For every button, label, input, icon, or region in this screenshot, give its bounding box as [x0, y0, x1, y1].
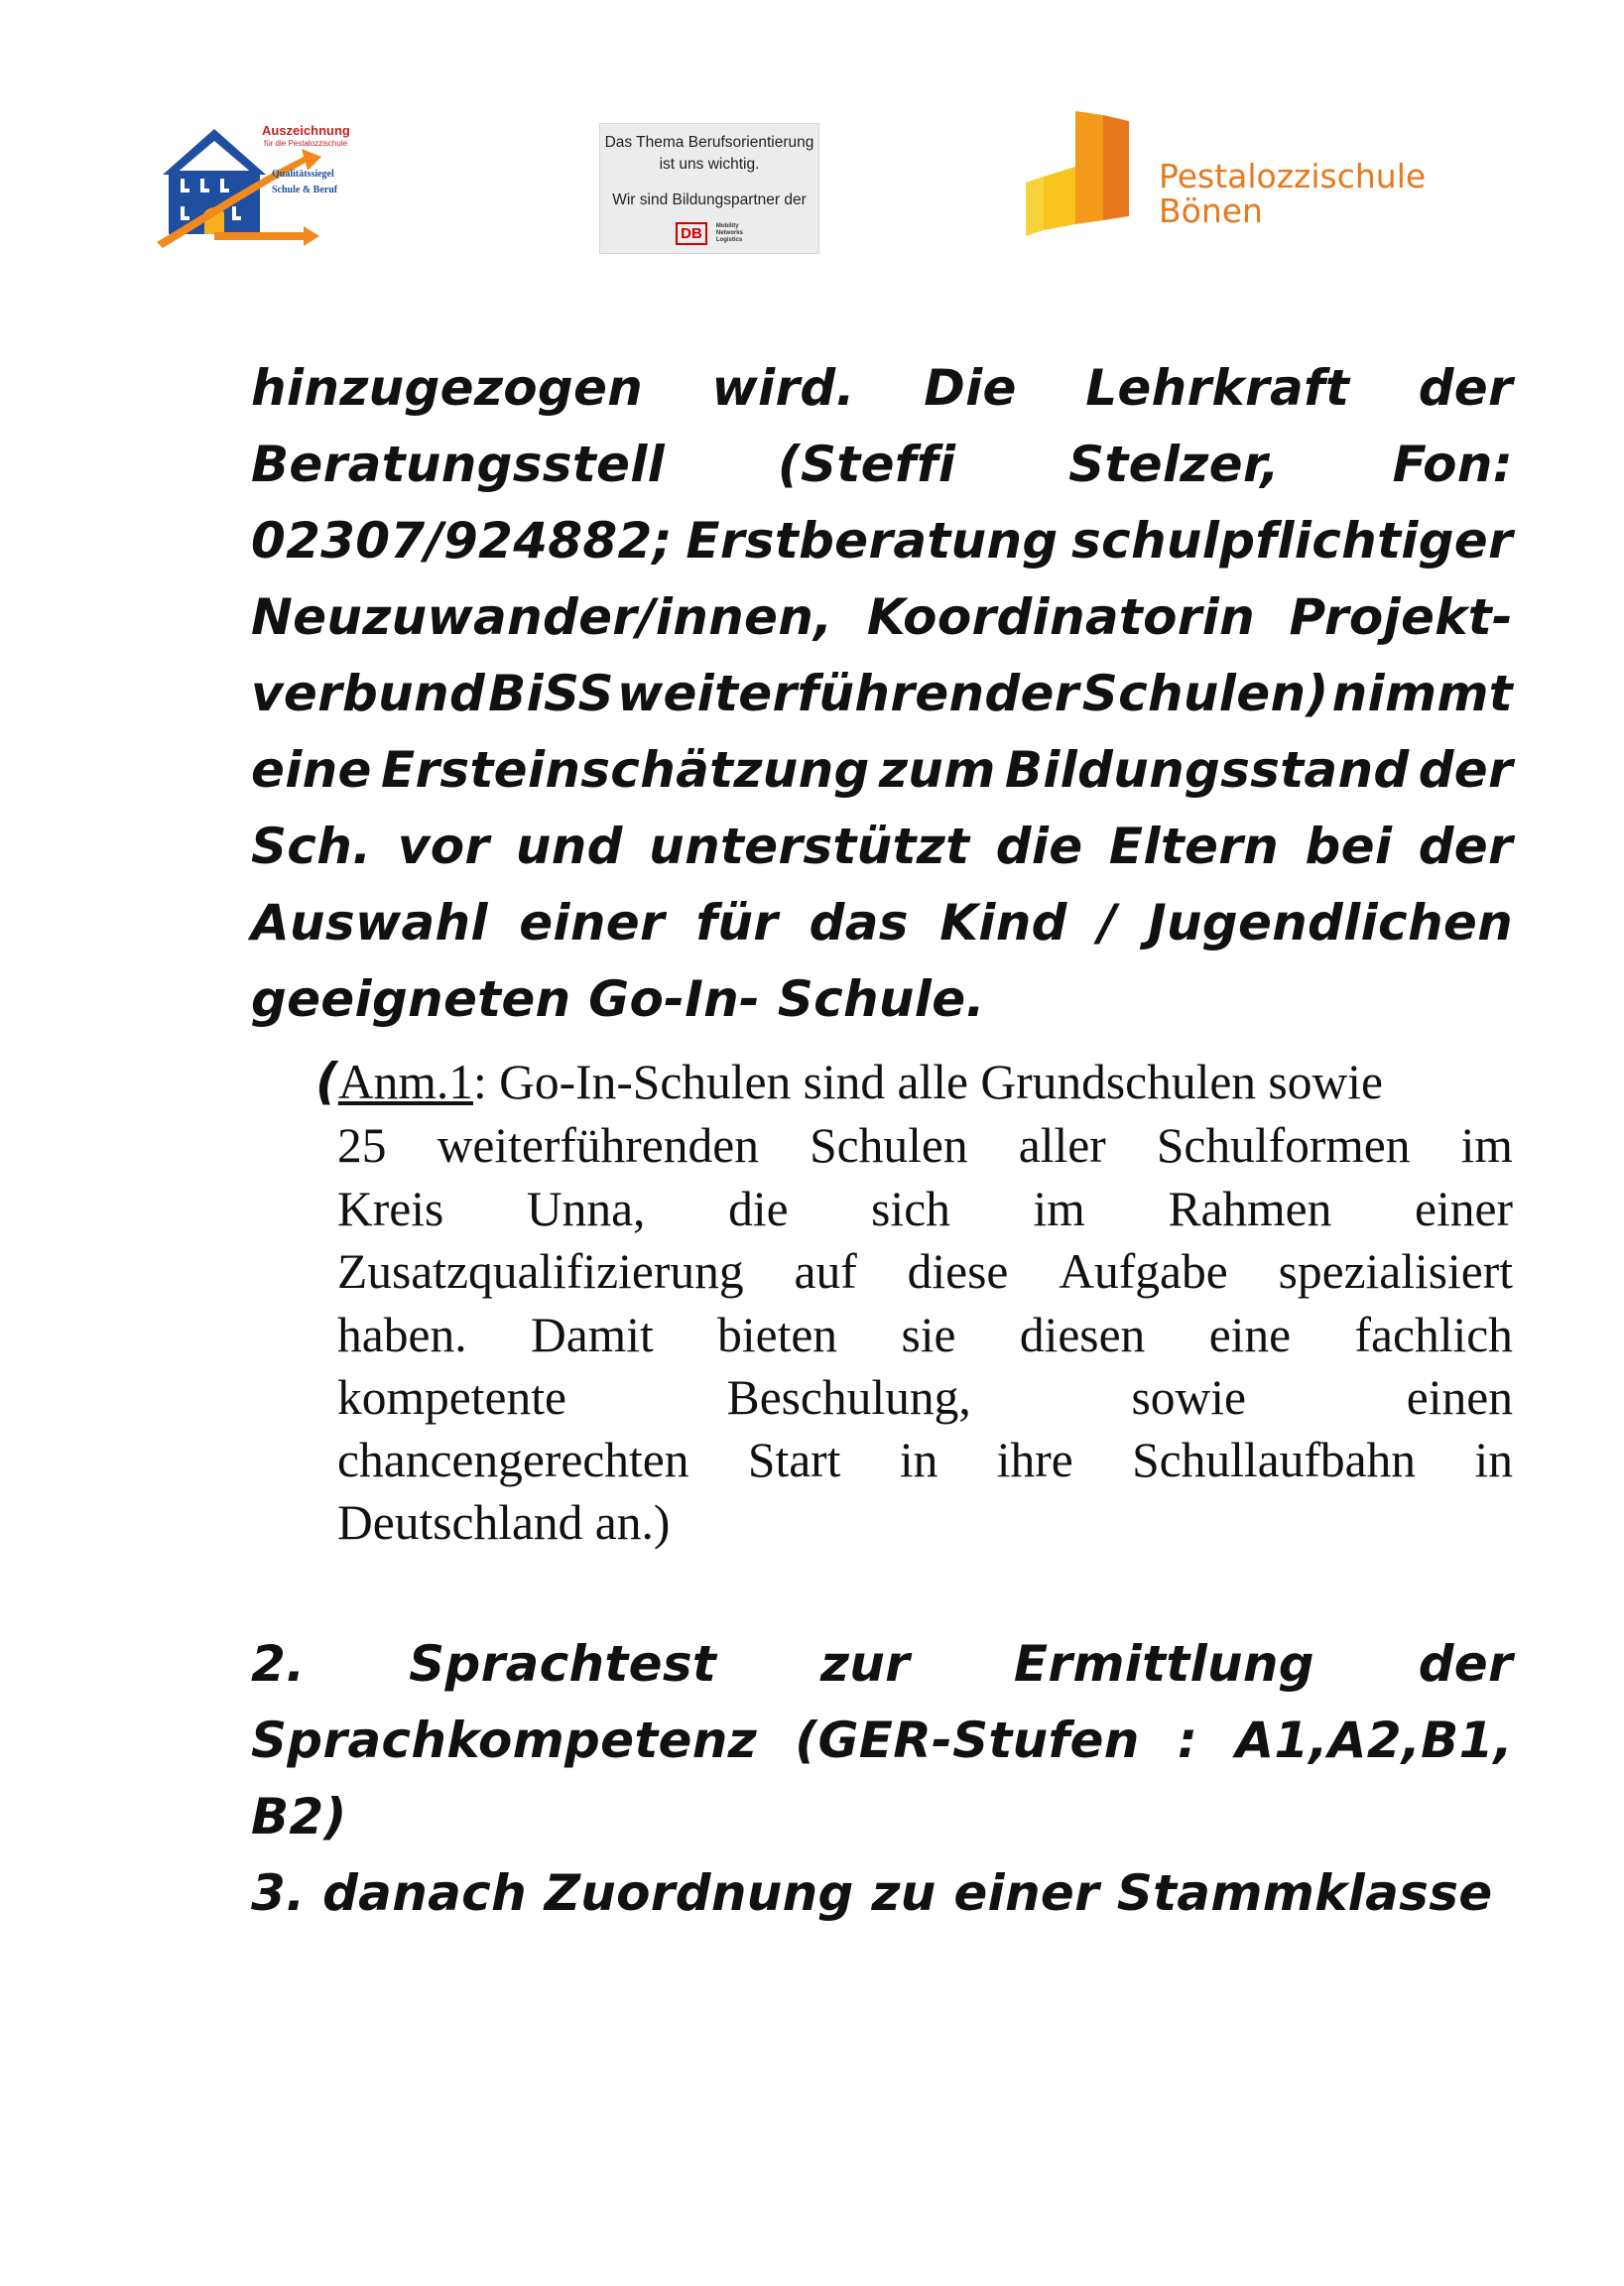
word: BiSS: [488, 665, 614, 722]
award-title-line1: Auszeichnung: [262, 123, 350, 138]
note-line: [337, 1118, 1513, 1174]
word: Schulen): [1081, 665, 1329, 722]
word: nimmt: [1331, 665, 1513, 722]
paragraph1-line: [251, 436, 1513, 493]
note-paren: (: [315, 1053, 338, 1110]
word: in: [1474, 1433, 1513, 1487]
word: Erstberatung: [686, 512, 1059, 570]
word: auf: [794, 1244, 857, 1299]
word: (Steffi: [777, 436, 956, 493]
item3-line: 3. danach Zuordnung zu einer Stammklasse: [251, 1864, 1493, 1922]
word: einen: [1406, 1370, 1513, 1425]
word: im: [1033, 1182, 1085, 1236]
word: einer: [519, 894, 665, 952]
note-first-rest: : Go-In-Schulen sind alle Grundschulen sowie: [472, 1055, 1383, 1109]
note-first-line: [315, 1054, 1513, 1110]
word: kompetente: [337, 1370, 566, 1425]
word: Auswahl: [251, 894, 488, 952]
word: Eltern: [1108, 818, 1280, 875]
word: Rahmen: [1168, 1182, 1332, 1236]
award-logo: [155, 117, 369, 250]
word: Projekt-: [1289, 588, 1513, 646]
db-mark-row: [600, 222, 818, 245]
school-name-line2: Bönen: [1159, 191, 1263, 230]
word: die: [995, 818, 1083, 875]
word: der: [1418, 818, 1513, 875]
word: fachlich: [1354, 1308, 1513, 1362]
note-last-line: Deutschland an.): [337, 1495, 671, 1550]
word: Stelzer,: [1068, 436, 1280, 493]
db-line3: Wir sind Bildungspartner der: [612, 191, 807, 208]
word: für: [695, 894, 779, 952]
word: Schulen: [810, 1118, 968, 1173]
db-line1: Das Thema Berufsorientierung: [604, 134, 814, 151]
item2-last-line: B2): [251, 1788, 347, 1845]
word: /: [1098, 894, 1117, 952]
word: Neuzuwander/innen,: [251, 588, 833, 646]
word: diesen: [1019, 1308, 1146, 1362]
word: Schulformen: [1156, 1118, 1411, 1173]
word: Aufgabe: [1059, 1244, 1228, 1299]
paragraph1-line: [251, 588, 1513, 646]
word: hinzugezogen: [251, 359, 644, 417]
word: bei: [1305, 818, 1393, 875]
db-line2: ist uns wichtig.: [659, 156, 760, 173]
word: im: [1460, 1118, 1513, 1173]
word: vor: [397, 818, 490, 875]
word: schulpflichtiger: [1070, 512, 1513, 570]
paragraph1-line: [251, 741, 1513, 799]
note-label: Anm.1: [337, 1055, 473, 1109]
word: Jugendlichen: [1148, 894, 1513, 952]
db-sublines: [716, 223, 743, 244]
note-line: [337, 1308, 1513, 1363]
word: eine: [1208, 1308, 1292, 1362]
word: der: [1418, 741, 1513, 799]
db-mark: DB: [676, 222, 707, 245]
word: ihre: [996, 1433, 1073, 1487]
word: Damit: [530, 1308, 654, 1362]
word: wird.: [711, 359, 855, 417]
school-name-line1: Pestalozzischule: [1159, 157, 1427, 195]
item2-line: [251, 1635, 1513, 1693]
word: eine: [251, 741, 372, 799]
paragraph1-line: [251, 894, 1513, 952]
word: sowie: [1131, 1370, 1247, 1425]
paragraph1-line: [251, 665, 1513, 722]
word: der: [1418, 1635, 1513, 1693]
db-sub2: Networks: [715, 230, 743, 236]
word: weiterführender: [616, 665, 1079, 722]
word: Bildungsstand: [1004, 741, 1410, 799]
db-partner-logo: [599, 123, 819, 254]
note-line: [337, 1433, 1513, 1488]
word: in: [899, 1433, 938, 1487]
word: zur: [819, 1635, 911, 1693]
word: Sprachkompetenz: [251, 1712, 758, 1769]
word: Ermittlung: [1013, 1635, 1314, 1693]
word: Kreis: [337, 1182, 444, 1236]
word: A1,A2,B1,: [1235, 1712, 1513, 1769]
db-sub1: Mobility: [715, 223, 739, 229]
word: und: [515, 818, 623, 875]
note-line: [337, 1370, 1513, 1426]
word: Koordinatorin: [866, 588, 1256, 646]
word: chancengerechten: [337, 1433, 689, 1487]
word: unterstützt: [649, 818, 970, 875]
word: spezialisiert: [1278, 1244, 1513, 1299]
note-line: [337, 1182, 1513, 1237]
word: 25: [337, 1118, 387, 1173]
paragraph1-line: [251, 359, 1513, 417]
word: bieten: [717, 1308, 838, 1362]
db-sub3: Logistics: [715, 237, 743, 243]
word: 02307/924882;: [251, 512, 673, 570]
paragraph1-line: [251, 512, 1513, 570]
note-line: [337, 1244, 1513, 1300]
word: der: [1418, 359, 1513, 417]
word: Kind: [939, 894, 1067, 952]
word: sie: [901, 1308, 956, 1362]
paragraph1-last-line: geeigneten Go-In- Schule.: [251, 970, 985, 1028]
award-seal-line1: Qualitätssiegel: [272, 169, 334, 180]
word: Lehrkraft: [1085, 359, 1350, 417]
word: verbund: [251, 665, 486, 722]
word: zum: [878, 741, 996, 799]
award-seal-line2: Schule & Beruf: [272, 185, 338, 195]
school-name: [1159, 159, 1426, 228]
word: Schullaufbahn: [1132, 1433, 1417, 1487]
word: Sprachtest: [409, 1635, 717, 1693]
word: Sch.: [251, 818, 372, 875]
word: Unna,: [526, 1182, 646, 1236]
award-title-line2: für die Pestalozzischule: [264, 139, 348, 148]
word: Die: [924, 359, 1017, 417]
word: Fon:: [1392, 436, 1513, 493]
word: weiterführenden: [437, 1118, 759, 1173]
school-building-icon: [1020, 111, 1139, 238]
word: die: [728, 1182, 789, 1236]
word: :: [1177, 1712, 1198, 1769]
word: Beschulung,: [726, 1370, 971, 1425]
word: aller: [1018, 1118, 1106, 1173]
word: das: [809, 894, 909, 952]
word: Zusatzqualifizierung: [337, 1244, 744, 1299]
paragraph1-line: [251, 818, 1513, 875]
item2-line: [251, 1712, 1513, 1769]
word: (GER-Stufen: [795, 1712, 1140, 1769]
word: sich: [871, 1182, 950, 1236]
word: einer: [1415, 1182, 1513, 1236]
word: Beratungsstell: [251, 436, 666, 493]
word: 2.: [251, 1635, 306, 1693]
word: diese: [907, 1244, 1009, 1299]
word: Start: [747, 1433, 841, 1487]
word: Ersteinschätzung: [381, 741, 870, 799]
word: haben.: [337, 1308, 467, 1362]
